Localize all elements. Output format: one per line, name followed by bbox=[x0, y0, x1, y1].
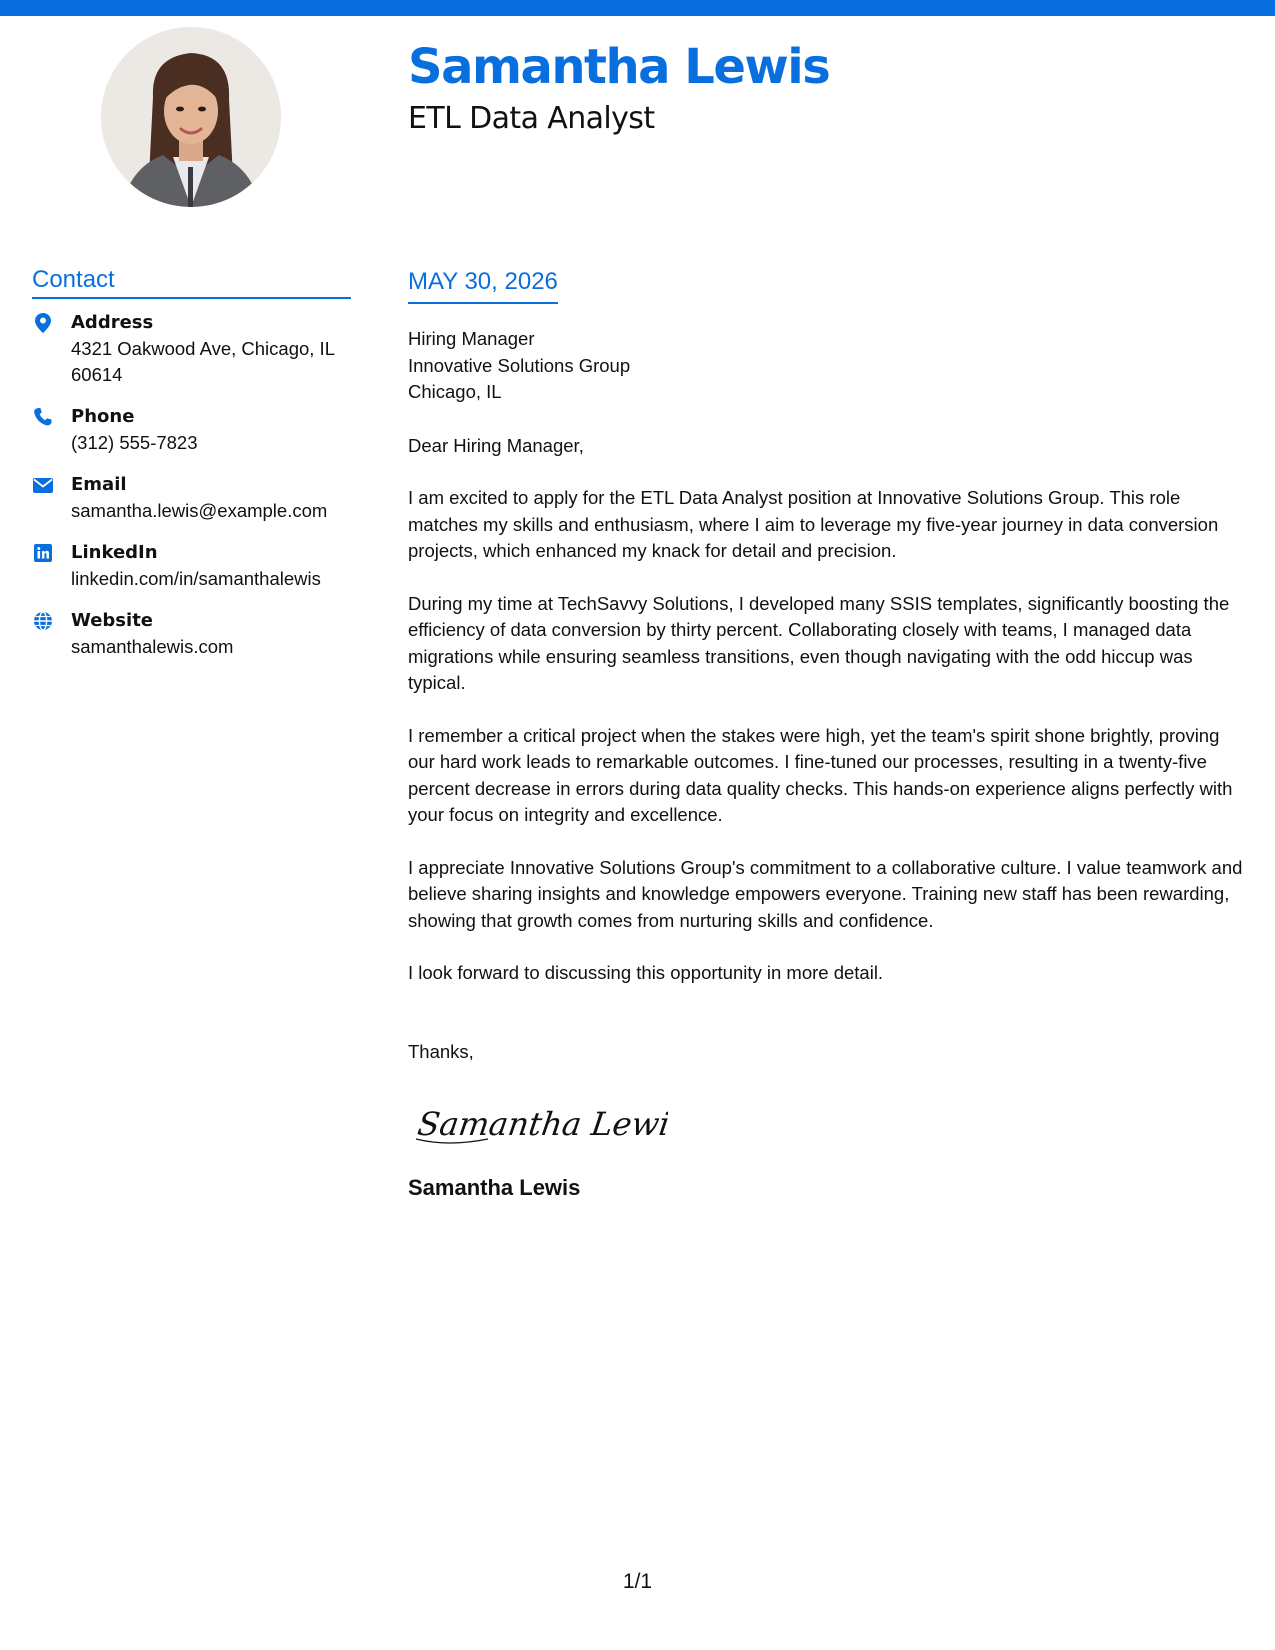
envelope-icon bbox=[32, 474, 54, 496]
contact-value: (312) 555-7823 bbox=[71, 432, 198, 453]
contact-phone bbox=[32, 404, 352, 456]
handwritten-signature bbox=[408, 1095, 1248, 1155]
contact-website bbox=[32, 608, 352, 660]
letter-paragraph: During my time at TechSavvy Solutions, I developed many SSIS templates, significantly boosting the efficiency of data conversion by thirty percent. Collaborating closely with teams, I managed data migrations while ensuring seamless transitions, even though navigating with the odd hiccup was typical. bbox=[408, 592, 1230, 693]
closing: Thanks, bbox=[408, 1040, 474, 1062]
letter-paragraph: I appreciate Innovative Solutions Group's commitment to a collaborative culture. I value teamwork and believe sharing insights and knowledge empowers everyone. Training new staff has been rewarding, showing that growth comes from nurturing skills and confidence. bbox=[408, 856, 1243, 931]
contact-value[interactable]: samanthalewis.com bbox=[71, 636, 234, 657]
letter-paragraph: I am excited to apply for the ETL Data Analyst position at Innovative Solutions Group. This role matches my skills and enthusiasm, where I aim to leverage my five-year journey in data conversion projects, which enhanced my knack for detail and precision. bbox=[408, 487, 1219, 561]
applicant-job-title: ETL Data Analyst bbox=[408, 101, 655, 136]
letter-paragraph: I remember a critical project when the stakes were high, yet the team's spirit shone brightly, proving our hard work leads to remarkable outcomes. I fine-tuned our processes, resulting in a twenty-five percent decrease in errors during data quality checks. This hands-on experience aligns perfectly with your focus on integrity and excellence. bbox=[408, 724, 1233, 825]
globe-icon bbox=[32, 610, 54, 632]
contact-list bbox=[32, 310, 352, 676]
accent-top-bar bbox=[0, 0, 1275, 16]
contact-value[interactable]: linkedin.com/in/samanthalewis bbox=[71, 568, 321, 589]
letter-body bbox=[408, 268, 1248, 1201]
salutation: Dear Hiring Manager, bbox=[408, 434, 584, 456]
contact-label: Phone bbox=[71, 406, 135, 427]
contact-label: Email bbox=[71, 474, 127, 495]
contact-label: LinkedIn bbox=[71, 542, 158, 563]
contact-label: Website bbox=[71, 610, 154, 631]
contact-value[interactable]: samantha.lewis@example.com bbox=[71, 500, 328, 521]
letter-date: MAY 30, 2026 bbox=[408, 268, 558, 304]
contact-value: 4321 Oakwood Ave, Chicago, IL 60614 bbox=[71, 338, 335, 385]
recipient-block bbox=[408, 326, 1248, 406]
page-number: 1/1 bbox=[622, 1570, 653, 1593]
contact-linkedin bbox=[32, 540, 352, 592]
applicant-name: Samantha Lewis bbox=[408, 39, 830, 95]
svg-text:Samantha Lewis: Samantha Lewis bbox=[415, 1105, 668, 1143]
recipient-line: Chicago, IL bbox=[408, 381, 502, 402]
phone-icon bbox=[32, 406, 54, 428]
contact-label: Address bbox=[71, 312, 154, 333]
linkedin-icon bbox=[32, 542, 54, 564]
recipient-line: Innovative Solutions Group bbox=[408, 354, 631, 376]
letter-paragraph: I look forward to discussing this opportunity in more detail. bbox=[408, 962, 884, 983]
contact-address bbox=[32, 310, 352, 388]
signed-name: Samantha Lewis bbox=[408, 1175, 581, 1200]
profile-photo bbox=[101, 27, 281, 207]
location-pin-icon bbox=[32, 312, 54, 334]
contact-heading: Contact bbox=[32, 266, 351, 299]
recipient-line: Hiring Manager bbox=[408, 328, 535, 349]
contact-email bbox=[32, 472, 352, 524]
